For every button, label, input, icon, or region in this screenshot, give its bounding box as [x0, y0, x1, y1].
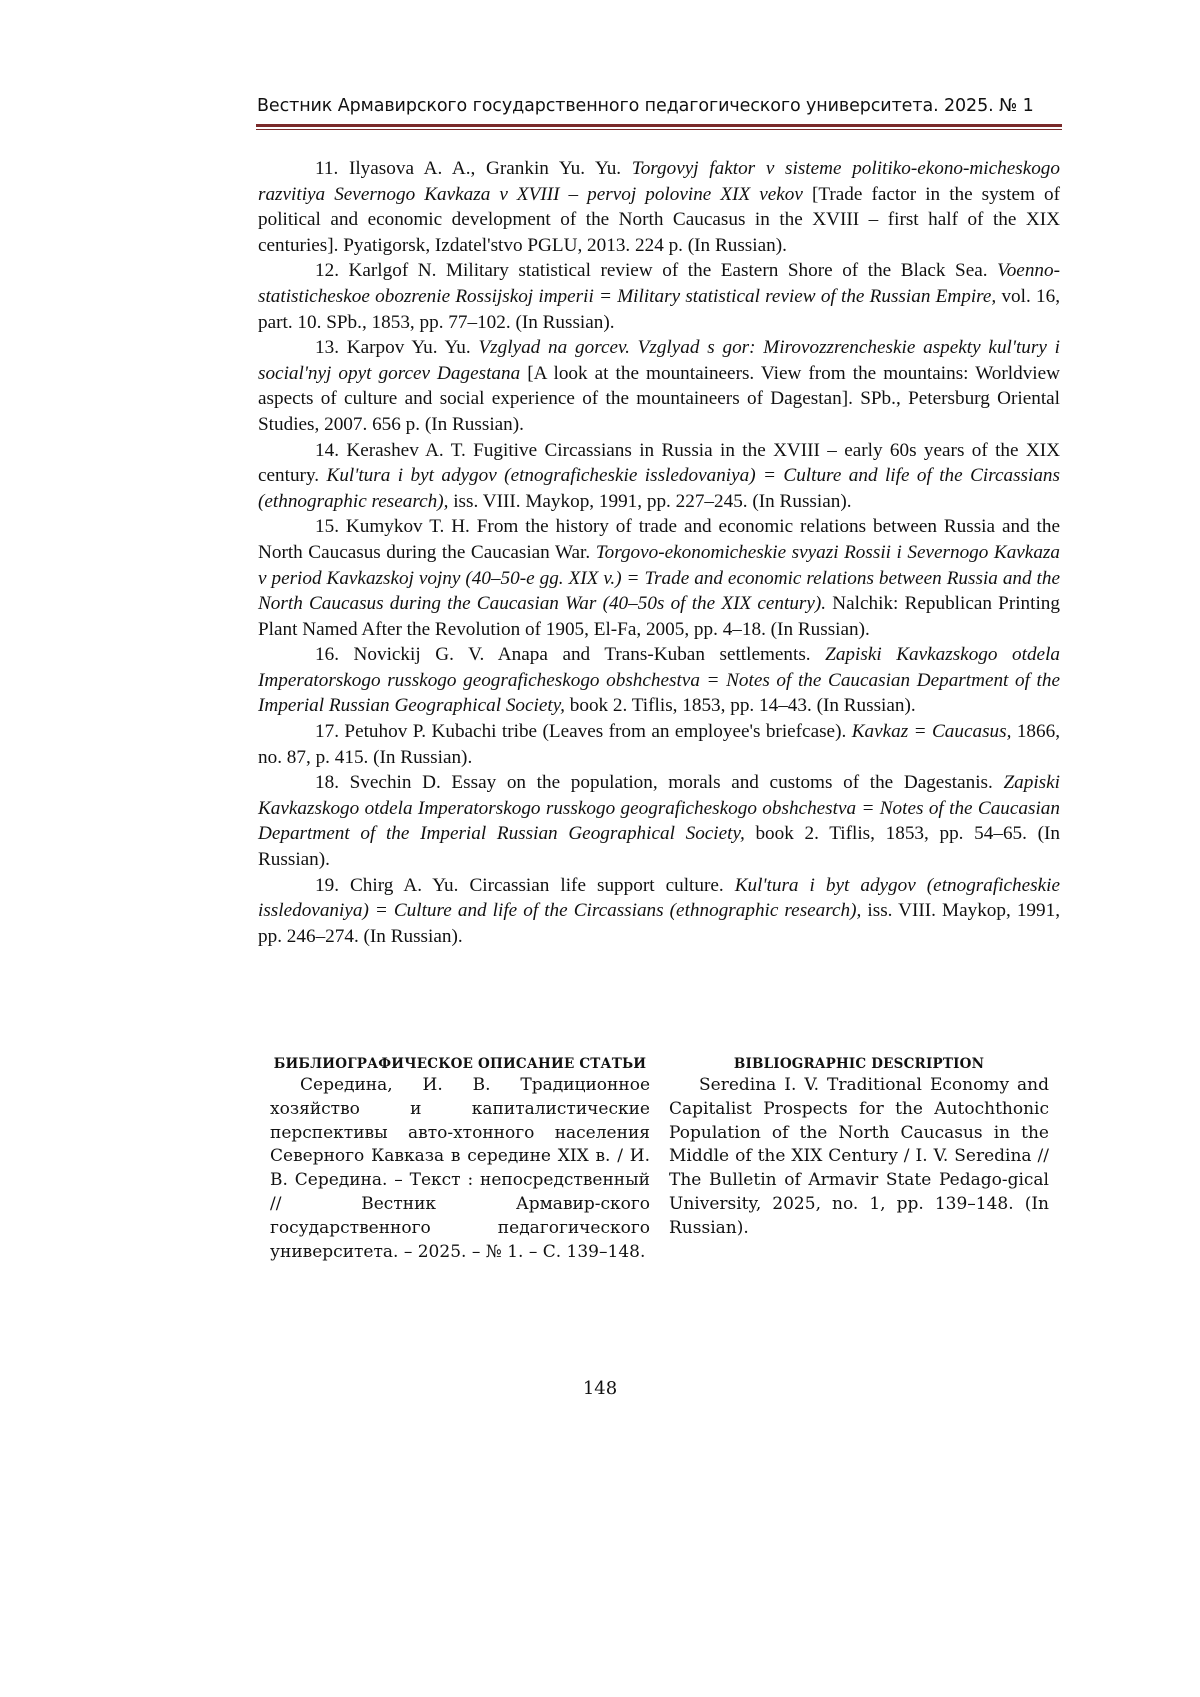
header-rule-thin — [256, 129, 1062, 130]
page — [0, 0, 1200, 1697]
bibliographic-description-en — [669, 1056, 1049, 1241]
bibliographic-text-en: Seredina I. V. Traditional Economy and Capitalist Prospects for the Autochthonic Population of the North Caucasus in the Middle of the XIX Century / I. V. Seredina // The Bulletin of Armavir State Pedago-gical University, 2025, no. 1, pp. 139–148. (In Russian). — [669, 1074, 1049, 1241]
page-number: 148 — [560, 1378, 640, 1399]
reference-item-17: 17. Petuhov P. Kubachi tribe (Leaves from an employee's briefcase). Kavkaz = Caucasus, 1866, no. 87, p. 415. (In Russian). — [258, 719, 1060, 770]
bibliographic-text-ru: Середина, И. В. Традиционное хозяйство и капиталистические перспективы авто-хтонного населения Северного Кавказа в середине XIX в. / И. В. Середина. – Текст : непосредственный // Вестник Армавир-ского государственного педагогического университета. – 2025. – № 1. – С. 139–148. — [270, 1074, 650, 1264]
reference-item-16: 16. Novickij G. V. Anapa and Trans-Kuban settlements. Zapiski Kavkazskogo otdela Imperatorskogo russkogo geograficheskogo obshchestva = Notes of the Caucasian Department of the Imperial Russian Geographical Society, book 2. Tiflis, 1853, pp. 14–43. (In Russian). — [258, 642, 1060, 719]
reference-item-12: 12. Karlgof N. Military statistical review of the Eastern Shore of the Black Sea. Voenno-statisticheskoe obozrenie Rossijskoj imperii = Military statistical review of the Russian Empire, vol. 16, part. 10. SPb., 1853, pp. 77–102. (In Russian). — [258, 258, 1060, 335]
bibliographic-description-ru — [270, 1056, 650, 1264]
reference-item-11: 11. Ilyasova A. A., Grankin Yu. Yu. Torgovyj faktor v sisteme politiko-ekono-micheskogo razvitiya Severnogo Kavkaza v XVIII – pervoj polovine XIX vekov [Trade factor in the system of political and economic development of the North Caucasus in the XVIII – first half of the XIX centuries]. Pyatigorsk, Izdatel'stvo PGLU, 2013. 224 p. (In Russian). — [258, 156, 1060, 258]
reference-list — [258, 156, 1060, 949]
reference-item-15: 15. Kumykov T. H. From the history of trade and economic relations between Russia and the North Caucasus during the Caucasian War. Torgovo-ekonomicheskie svyazi Rossii i Severnogo Kavkaza v period Kavkazskoj vojny (40–50-e gg. XIX v.) = Trade and economic relations between Russia and the North Caucasus during the Caucasian War (40–50s of the XIX century). Nalchik: Republican Printing Plant Named After the Revolution of 1905, El-Fa, 2005, pp. 4–18. (In Russian). — [258, 514, 1060, 642]
header-rule-thick — [256, 124, 1062, 127]
bibliographic-heading-en: BIBLIOGRAPHIC DESCRIPTION — [669, 1056, 1049, 1072]
journal-header: Вестник Армавирского государственного педагогического университета. 2025. № 1 — [257, 96, 1052, 116]
reference-item-13: 13. Karpov Yu. Yu. Vzglyad na gorcev. Vzglyad s gor: Mirovozzrencheskie aspekty kul'tury i social'nyj opyt gorcev Dagestana [A look at the mountaineers. View from the mountains: Worldview aspects of culture and social experience of the mountaineers of Dagestan]. SPb., Petersburg Oriental Studies, 2007. 656 p. (In Russian). — [258, 335, 1060, 437]
bibliographic-heading-ru: БИБЛИОГРАФИЧЕСКОЕ ОПИСАНИЕ СТАТЬИ — [270, 1056, 650, 1072]
reference-item-14: 14. Kerashev A. T. Fugitive Circassians in Russia in the XVIII – early 60s years of the XIX century. Kul'tura i byt adygov (etnograficheskie issledovaniya) = Culture and life of the Circassians (ethnographic research), iss. VIII. Maykop, 1991, pp. 227–245. (In Russian). — [258, 438, 1060, 515]
reference-item-19: 19. Chirg A. Yu. Circassian life support culture. Kul'tura i byt adygov (etnograficheskie issledovaniya) = Culture and life of the Circassians (ethnographic research), iss. VIII. Maykop, 1991, pp. 246–274. (In Russian). — [258, 873, 1060, 950]
reference-item-18: 18. Svechin D. Essay on the population, morals and customs of the Dagestanis. Zapiski Kavkazskogo otdela Imperatorskogo russkogo geograficheskogo obshchestva = Notes of the Caucasian Department of the Imperial Russian Geographical Society, book 2. Tiflis, 1853, pp. 54–65. (In Russian). — [258, 770, 1060, 872]
